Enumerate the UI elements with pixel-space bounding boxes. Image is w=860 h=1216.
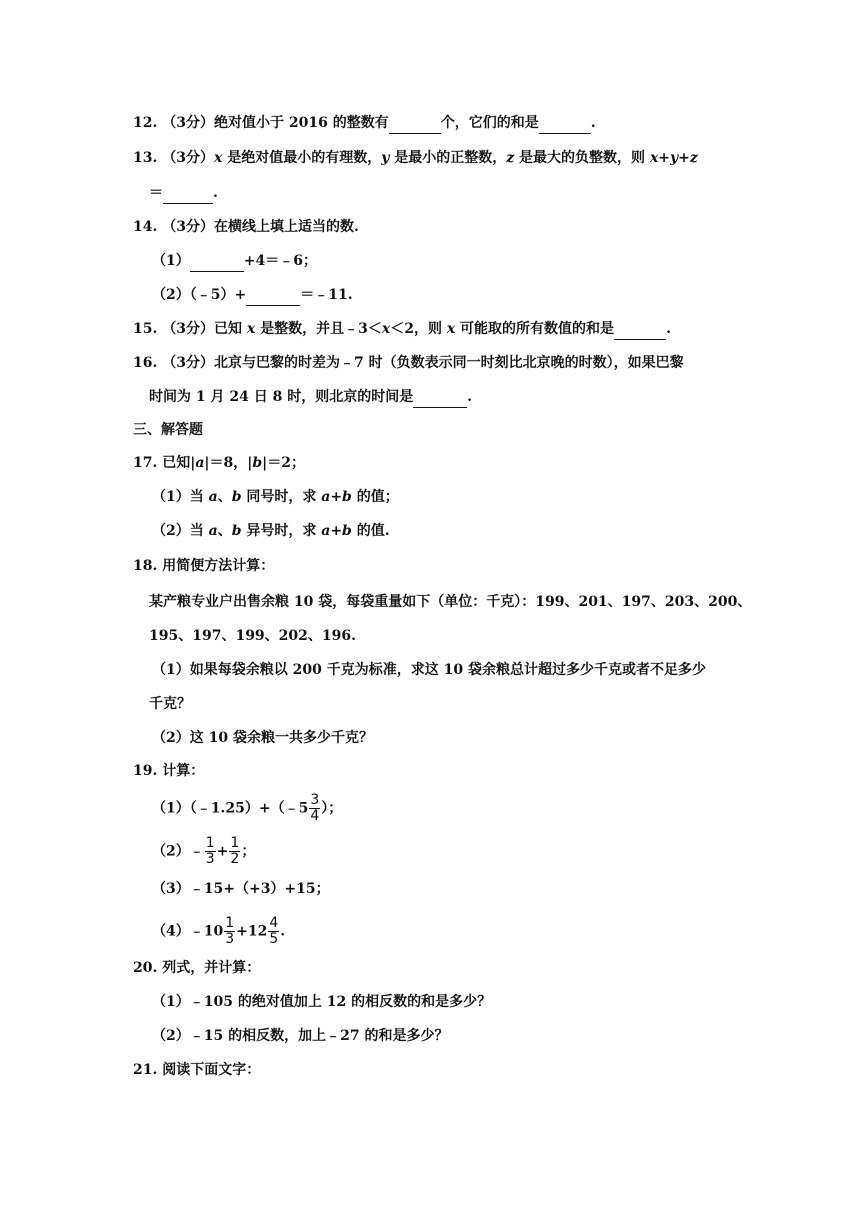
sub-text: ）； [321,800,343,817]
variable: x [446,321,456,337]
question-17-sub1 [152,487,399,507]
variable: z [506,150,515,166]
period: . [666,321,671,337]
question-15 [133,319,671,340]
expression: a+b [321,489,352,505]
question-text: 是最小的正整数， [389,150,507,166]
sub-label: （3） [152,881,190,897]
question-text: |＝2； [262,455,305,471]
numerator: 3 [310,792,320,808]
question-17 [133,453,305,473]
sub-text: . [280,923,286,940]
question-number: 17. [133,455,158,471]
fraction [268,916,279,947]
denominator: 5 [269,931,279,947]
question-number: 16. [133,355,158,371]
sub-text: ﹣15+（+3）+15； [189,881,330,897]
sub-label: （1）当 [152,489,209,505]
variable: b [252,455,263,471]
question-18-para-cont: 195、197、199、202、196. [149,628,356,644]
separator: 、 [217,523,232,539]
question-score: （3分） [162,150,214,166]
question-score: （3分） [162,115,214,131]
expression: x+y+z [649,150,698,166]
question-text: 已知| [162,455,196,471]
sub-text: 的值； [351,489,399,505]
variable: b [231,523,242,539]
variable: x [246,321,256,337]
answer-blank[interactable] [539,113,591,134]
fraction [224,916,235,947]
question-title: 计算： [162,763,205,779]
question-title: 用简便方法计算： [162,558,275,574]
question-title: 阅读下面文字： [162,1062,261,1078]
answer-blank[interactable] [413,387,467,408]
question-text: 个，它们的和是 [440,115,539,131]
plus-sign: + [216,843,229,860]
answer-blank[interactable] [163,183,213,204]
question-number: 15. [133,321,158,337]
numerator: 4 [269,915,279,931]
question-19-sub2 [152,836,255,867]
question-13 [133,148,698,168]
denominator: 3 [205,851,215,867]
question-13-cont [149,183,218,204]
sub-text: 的值. [351,523,390,539]
sub-text: （﹣1.25）+（﹣5 [189,800,309,817]
question-text: 是最大的负整数，则 [514,150,650,166]
sub-text: 异号时，求 [241,523,322,539]
fraction [229,836,240,867]
equals-sign: ＝ [149,185,163,201]
question-number: 20. [133,960,158,976]
sub-text: 同号时，求 [241,489,322,505]
question-20-sub1: （1）﹣105 的绝对值加上 12 的相反数的和是多少？ [152,994,492,1010]
question-number: 18. [133,558,158,574]
question-text: 可能取的所有数值的和是 [455,321,615,337]
period: . [590,115,596,131]
question-text: 北京与巴黎的时差为﹣7 时（负数表示同一时刻比北京晚的时数），如果巴黎 [213,355,684,371]
question-text: ＜2，则 [390,321,447,337]
question-20 [133,958,260,978]
question-18-sub1-cont: 千克？ [149,696,191,712]
sub-text: （﹣5）+ [189,287,247,303]
question-16-cont [149,387,472,408]
question-14-sub1 [152,251,317,272]
question-18-sub2: （2）这 10 袋余粮一共多少千克？ [152,730,373,746]
question-text: 是绝对值最小的有理数， [222,150,382,166]
question-text: 时间为 1 月 24 日 8 时，则北京的时间是 [149,389,414,405]
denominator: 3 [225,931,235,947]
question-14 [133,217,359,237]
fraction [309,793,320,824]
question-20-sub2: （2）﹣15 的相反数，加上﹣27 的和是多少？ [152,1028,449,1044]
variable: x [381,321,391,337]
question-number: 12. [133,115,158,131]
sub-text: +4＝﹣6； [243,253,317,269]
variable: a [208,523,218,539]
sub-text: ； [241,843,256,860]
question-text: |＝8，| [204,455,253,471]
denominator: 4 [310,808,320,824]
question-score: （3分） [162,321,214,337]
question-19 [133,761,204,781]
sub-label: （1） [152,253,190,269]
variable: a [208,489,218,505]
sub-text: +12 [236,923,268,940]
answer-blank[interactable] [246,285,300,306]
numerator: 1 [225,915,235,931]
variable: x [213,150,223,166]
question-21 [133,1060,260,1080]
period: . [467,389,473,405]
sub-text: ﹣ [189,843,204,860]
question-18 [133,556,274,576]
question-text: 绝对值小于 2016 的整数有 [213,115,389,131]
sub-label: （2）当 [152,523,209,539]
variable: a [195,455,205,471]
numerator: 1 [230,835,240,851]
variable: y [381,150,390,166]
question-17-sub2 [152,521,390,541]
sub-text: ＝﹣11. [300,287,353,303]
question-number: 13. [133,150,158,166]
sub-label: （1） [152,800,190,817]
period: . [213,185,218,201]
denominator: 2 [230,851,240,867]
sub-label: （4） [152,923,190,940]
separator: 、 [217,489,232,505]
question-text: 是整数，并且﹣3＜ [255,321,382,337]
variable: b [231,489,242,505]
question-number: 21. [133,1062,158,1078]
question-19-sub3 [152,879,330,899]
answer-blank[interactable] [614,319,666,340]
numerator: 1 [205,835,215,851]
question-16 [133,353,684,373]
question-14-sub2 [152,285,353,306]
question-19-sub1 [152,793,342,824]
answer-blank[interactable] [190,251,244,272]
question-title: 列式，并计算： [162,960,261,976]
question-text: 在横线上填上适当的数. [213,219,359,235]
question-text: 已知 [213,321,247,337]
question-number: 19. [133,763,158,779]
question-12 [133,113,596,134]
answer-blank[interactable] [389,113,441,134]
expression: a+b [321,523,352,539]
question-18-sub1: （1）如果每袋余粮以 200 千克为标准，求这 10 袋余粮总计超过多少千克或者不足多少 [152,662,706,678]
section-heading: 三、解答题 [133,422,203,438]
sub-text: ﹣10 [189,923,224,940]
question-score: （3分） [162,355,214,371]
question-18-para: 某产粮专业户出售余粮 10 袋，每袋重量如下（单位：千克）：199、201、197、203、200、 [149,594,752,610]
sub-label: （2） [152,287,190,303]
question-number: 14. [133,219,158,235]
question-score: （3分） [162,219,214,235]
fraction [205,836,216,867]
sub-label: （2） [152,843,190,860]
question-19-sub4 [152,916,285,947]
